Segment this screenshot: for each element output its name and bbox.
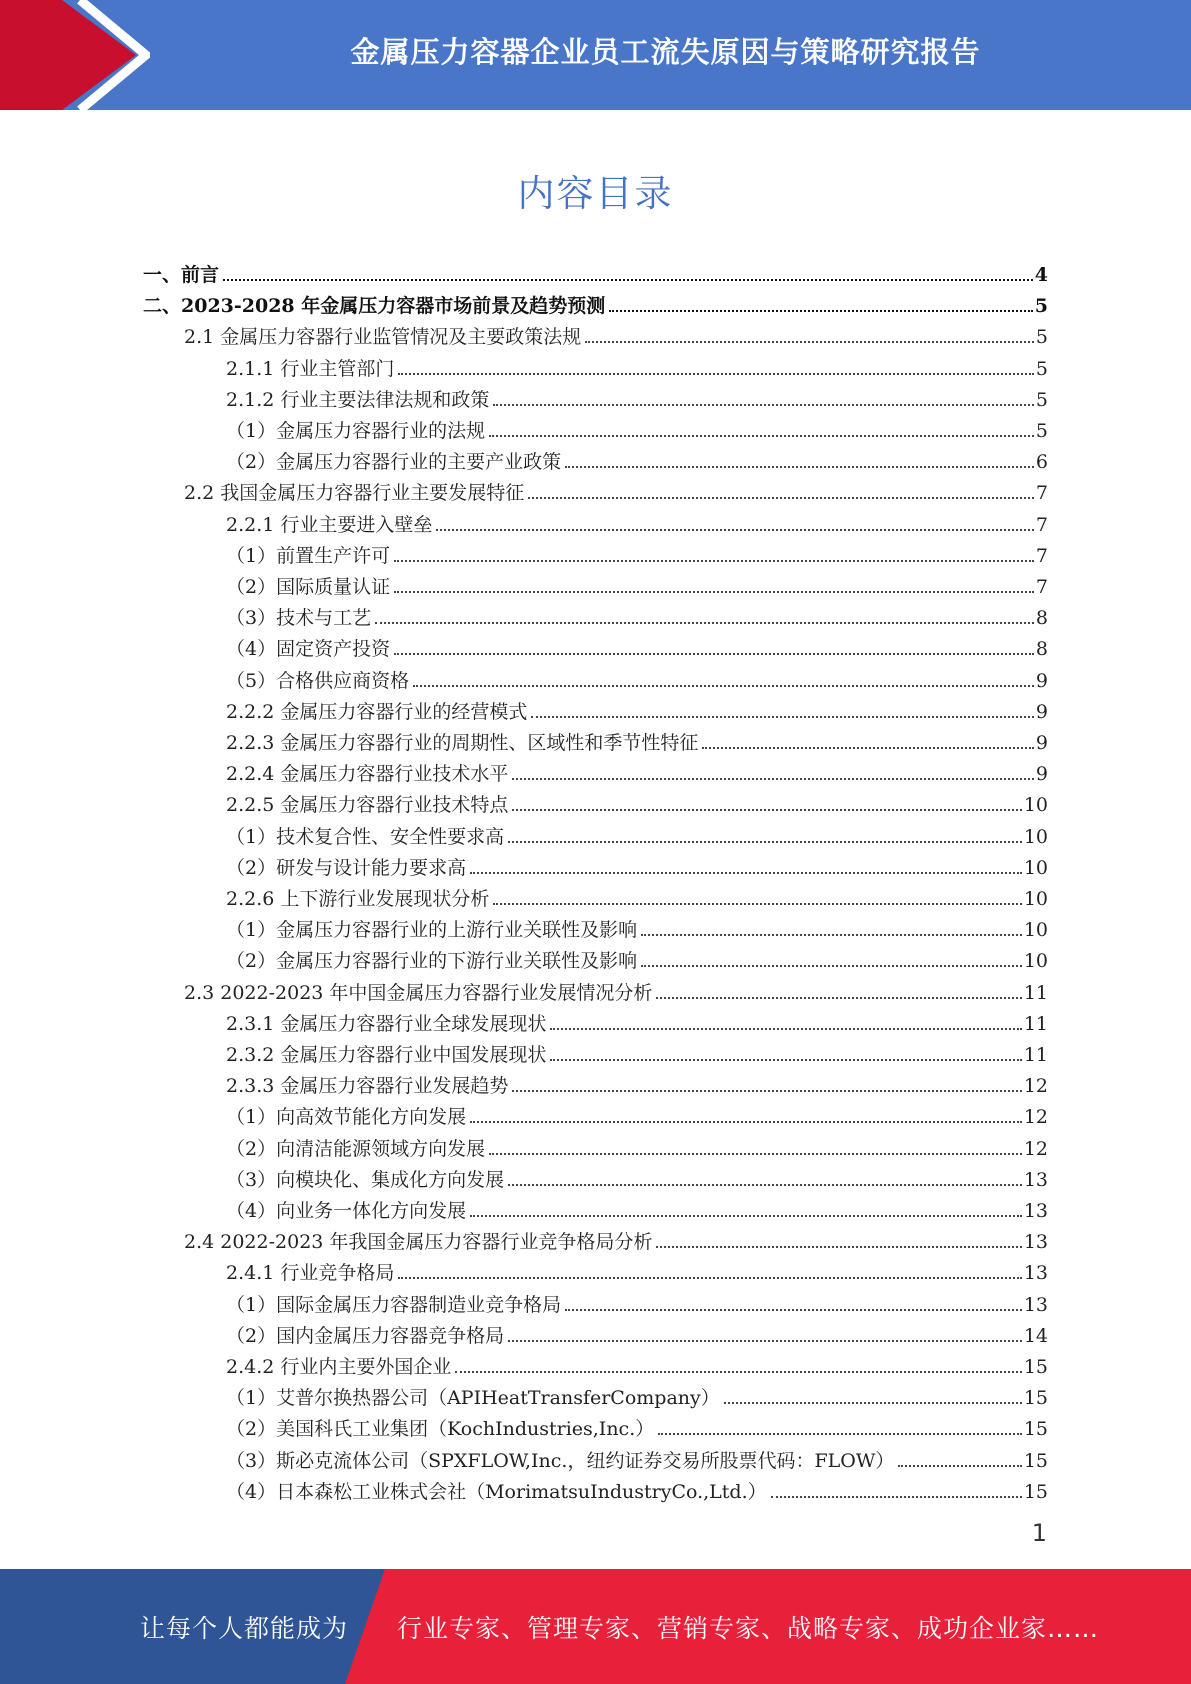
toc-entry-label: 2.3.3 金属压力容器行业发展趋势 [226,1075,509,1098]
toc-entry[interactable] [226,941,1048,972]
toc-leader-dots [398,373,1034,375]
toc-leader-dots [550,1028,1021,1030]
toc-entry-page: 10 [1023,919,1048,942]
toc-entry-page: 9 [1035,700,1048,723]
toc-entry-page: 15 [1023,1449,1048,1472]
toc-leader-dots [565,1309,1022,1311]
footer-slogan-right: 行业专家、管理专家、营销专家、战略专家、成功企业家…… [397,1613,1100,1643]
toc-entry-label: （1）艾普尔换热器公司（APIHeatTransferCompany） [226,1387,720,1410]
toc-entry[interactable] [226,879,1048,910]
toc-entry-label: 2.2.1 行业主要进入壁垒 [226,513,433,536]
toc-entry-page: 12 [1023,1075,1048,1098]
toc-leader-dots [565,466,1034,468]
toc-entry[interactable] [184,1222,1048,1253]
toc-entry-page: 9 [1035,669,1048,692]
toc-entry[interactable] [226,1378,1048,1409]
toc-leader-dots [550,1059,1021,1061]
toc-entry-page: 10 [1023,950,1048,973]
toc-entry-label: 2.4 2022-2023 年我国金属压力容器行业竞争格局分析 [184,1231,653,1254]
toc-entry[interactable] [226,1191,1048,1222]
toc-entry[interactable] [184,973,1048,1004]
footer-band [0,1569,1191,1684]
toc-entry-page: 15 [1023,1387,1048,1410]
toc-entry[interactable] [226,1253,1048,1284]
toc-entry-label: 2.1 金属压力容器行业监管情况及主要政策法规 [184,326,582,349]
header-band [0,0,1191,110]
toc-leader-dots [641,965,1022,967]
toc-entry-label: （4）固定资产投资 [226,638,391,661]
toc-entry-label: （2）金属压力容器行业的主要产业政策 [226,451,562,474]
toc-entry-page: 7 [1035,544,1048,567]
toc-entry-label: （1）向高效节能化方向发展 [226,1106,467,1129]
toc-entry[interactable] [226,442,1048,473]
toc-entry[interactable] [226,723,1048,754]
toc-leader-dots [394,560,1034,562]
toc-entry-label: （2）国际质量认证 [226,576,391,598]
toc-heading: 内容目录 [517,172,674,215]
toc-entry-page: 10 [1023,794,1048,817]
toc-entry-page: 13 [1023,1231,1048,1254]
toc-entry[interactable] [226,1160,1048,1191]
toc-entry-label: 二、2023-2028 年金属压力容器市场前景及趋势预测 [143,295,606,318]
toc-leader-dots [512,809,1021,811]
toc-entry-page: 12 [1023,1137,1048,1160]
toc-entry-label: 2.4.1 行业竞争格局 [226,1262,395,1285]
toc-entry[interactable] [226,380,1048,411]
toc-entry[interactable] [226,1472,1048,1503]
toc-leader-dots [531,716,1034,718]
toc-entry-label: 2.1.1 行业主管部门 [226,357,395,380]
toc-entry-page: 8 [1035,607,1048,630]
toc-entry-page: 5 [1035,420,1048,442]
toc-entry-label: 一、前言 [143,264,220,286]
toc-entry[interactable] [226,1066,1048,1097]
toc-entry-page: 11 [1023,1012,1048,1035]
toc-entry-label: （3）斯必克流体公司（SPXFLOW,Inc.，纽约证券交易所股票代码：FLOW） [226,1449,895,1472]
toc-entry-label: （5）合格供应商资格 [226,669,410,692]
toc-leader-dots [724,1402,1022,1404]
toc-leader-dots [489,1153,1022,1155]
toc-entry-label: 2.2 我国金属压力容器行业主要发展特征 [184,482,525,505]
toc-leader-dots [508,1340,1022,1342]
toc-entry-page: 12 [1023,1106,1048,1129]
toc-entry[interactable] [226,817,1048,848]
toc-entry-page: 13 [1023,1200,1048,1222]
report-title: 金属压力容器企业员工流失原因与策略研究报告 [350,34,981,69]
toc-leader-dots [398,1277,1021,1279]
toc-entry-label: （1）金属压力容器行业的上游行业关联性及影响 [226,919,638,942]
toc-entry-page: 10 [1023,825,1048,848]
toc-leader-dots [493,404,1034,406]
toc-entry[interactable] [226,505,1048,536]
toc-entry-label: 2.2.5 金属压力容器行业技术特点 [226,794,509,817]
toc-leader-dots [898,1465,1021,1467]
toc-entry-label: 2.3 2022-2023 年中国金属压力容器行业发展情况分析 [184,981,653,1004]
toc-entry[interactable] [226,1409,1048,1440]
toc-entry-page: 11 [1023,981,1048,1004]
toc-entry-label: 2.2.2 金属压力容器行业的经营模式 [226,700,528,723]
toc-entry-page: 15 [1023,1480,1048,1503]
toc-leader-dots [658,1433,1022,1435]
toc-entry-label: （3）向模块化、集成化方向发展 [226,1168,505,1191]
toc-entry-label: （2）向清洁能源领域方向发展 [226,1137,486,1160]
toc-entry-label: （4）日本森松工业株式会社（MorimatsuIndustryCo.,Ltd.） [226,1480,767,1503]
toc-entry-label: （1）技术复合性、安全性要求高 [226,825,505,848]
toc-leader-dots [508,1184,1022,1186]
toc-entry-page: 7 [1035,576,1048,598]
toc-leader-dots [394,591,1034,593]
toc-entry-label: 2.3.1 金属压力容器行业全球发展现状 [226,1012,547,1035]
toc-entry[interactable] [226,1097,1048,1128]
toc-entry-label: （2）研发与设计能力要求高 [226,856,467,879]
toc-entry-page: 5 [1035,326,1048,349]
toc-entry-page: 7 [1035,482,1048,505]
toc-entry[interactable] [226,1347,1048,1378]
toc-entry[interactable] [226,1285,1048,1316]
toc-leader-dots [656,997,1021,999]
toc-entry-page: 10 [1023,888,1048,910]
toc-entry-label: （2）美国科氏工业集团（KochIndustries,Inc.） [226,1418,655,1441]
toc-entry-page: 15 [1023,1356,1048,1378]
toc-leader-dots [470,1121,1022,1123]
toc-entry-label: （2）金属压力容器行业的下游行业关联性及影响 [226,950,638,973]
toc-entry-page: 15 [1023,1418,1048,1441]
toc-leader-dots [585,341,1034,343]
toc-leader-dots [223,279,1033,281]
toc-entry-label: （1）国际金属压力容器制造业竞争格局 [226,1293,562,1316]
toc-entry[interactable] [226,785,1048,816]
toc-entry[interactable] [226,536,1048,567]
toc-leader-dots [771,1496,1022,1498]
toc-entry[interactable] [226,848,1048,879]
toc-leader-dots [489,435,1034,437]
toc-entry-page: 10 [1023,856,1048,879]
toc-entry-page: 11 [1023,1044,1048,1066]
toc-leader-dots [493,903,1021,905]
toc-leader-dots [455,1371,1021,1373]
toc-entry-label: 2.2.6 上下游行业发展现状分析 [226,888,490,910]
toc-leader-dots [436,529,1034,531]
toc-entry[interactable] [226,598,1048,629]
toc-leader-dots [656,1246,1021,1248]
toc-entry[interactable] [226,1129,1048,1160]
toc-entry-page: 13 [1023,1293,1048,1316]
toc-entry-page: 9 [1035,732,1048,754]
toc-leader-dots [641,934,1022,936]
toc-entry-page: 6 [1035,451,1048,474]
toc-entry[interactable] [226,1316,1048,1347]
toc-entry-page: 9 [1035,763,1048,786]
toc-entry-page: 5 [1034,295,1048,318]
toc-entry[interactable] [226,910,1048,941]
toc-entry[interactable] [226,411,1048,442]
page-number: 1 [1031,1519,1047,1547]
toc-entry[interactable] [226,1035,1048,1066]
toc-leader-dots [609,310,1033,312]
toc-entry-page: 4 [1034,264,1048,286]
toc-leader-dots [508,841,1022,843]
toc-entry[interactable] [226,1441,1048,1472]
toc-entry-label: （1）金属压力容器行业的法规 [226,420,486,442]
toc-leader-dots [375,622,1034,624]
toc-entry-page: 13 [1023,1168,1048,1191]
toc-entry-page: 14 [1023,1324,1048,1347]
toc-entry-page: 5 [1035,357,1048,380]
toc-entry-label: 2.1.2 行业主要法律法规和政策 [226,388,490,411]
toc-entry[interactable] [184,473,1048,504]
toc-entry[interactable] [226,692,1048,723]
footer-slogan-left: 让每个人都能成为 [140,1613,349,1643]
toc-entry-page: 8 [1035,638,1048,661]
toc-entry[interactable] [226,629,1048,660]
toc-leader-dots [470,872,1022,874]
toc-leader-dots [702,747,1034,749]
toc-leader-dots [528,497,1034,499]
toc-entry[interactable] [226,754,1048,785]
toc-entry-label: （2）国内金属压力容器竞争格局 [226,1324,505,1347]
toc-entry-label: （1）前置生产许可 [226,544,391,567]
toc-entry-page: 13 [1023,1262,1048,1285]
toc-entry-page: 5 [1035,388,1048,411]
toc-entry[interactable] [143,286,1048,317]
toc-leader-dots [413,685,1034,687]
toc-entry[interactable] [184,317,1048,348]
toc-entry-label: 2.4.2 行业内主要外国企业 [226,1356,452,1378]
toc-entry[interactable] [226,349,1048,380]
toc-entry-page: 7 [1035,513,1048,536]
toc-entry-label: 2.3.2 金属压力容器行业中国发展现状 [226,1044,547,1066]
toc-entry-label: 2.2.3 金属压力容器行业的周期性、区域性和季节性特征 [226,732,699,754]
toc-entry[interactable] [226,567,1048,598]
toc-entry-label: 2.2.4 金属压力容器行业技术水平 [226,763,509,786]
toc-entry-label: （4）向业务一体化方向发展 [226,1200,467,1222]
toc-entry[interactable] [226,661,1048,692]
toc-leader-dots [470,1215,1022,1217]
toc-leader-dots [512,778,1034,780]
toc-entry[interactable] [143,255,1048,286]
chevron-arrow-icon [0,0,150,110]
toc-leader-dots [512,1090,1021,1092]
toc-entry[interactable] [226,1004,1048,1035]
toc-entry-label: （3）技术与工艺 [226,607,372,630]
toc-leader-dots [394,653,1034,655]
